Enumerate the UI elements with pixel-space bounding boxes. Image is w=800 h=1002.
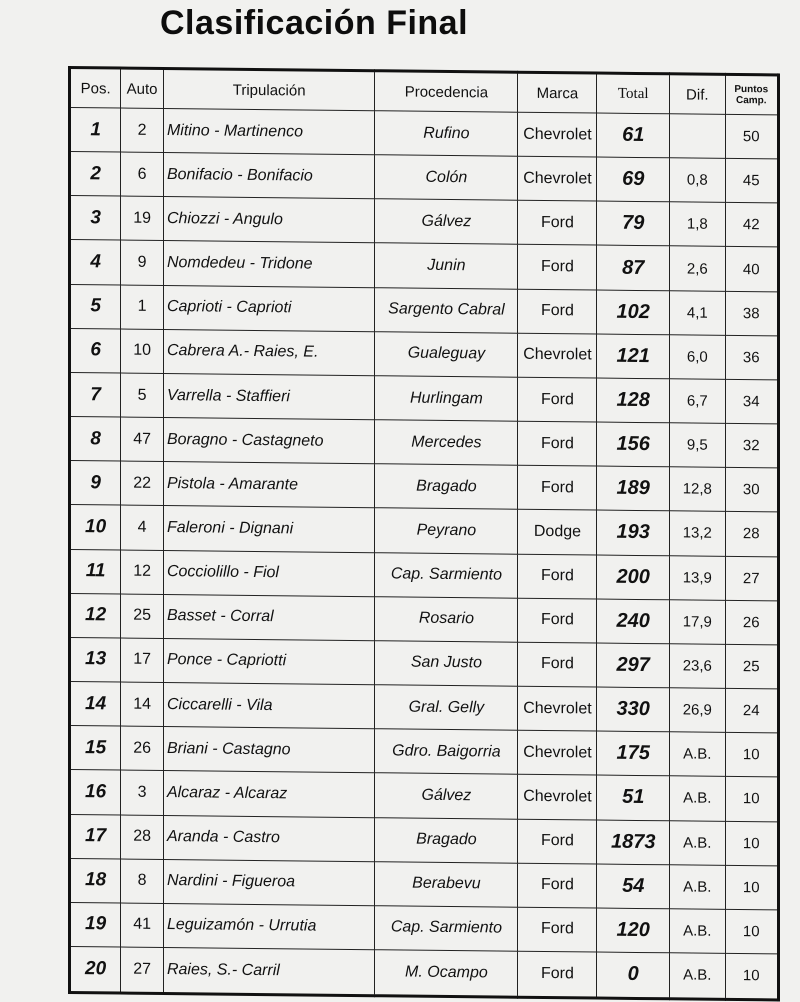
cell-pos: 4 <box>70 240 121 285</box>
cell-crew: Cabrera A.- Raies, E. <box>163 329 374 375</box>
cell-origin: San Justo <box>375 641 518 687</box>
cell-diff: 9,5 <box>670 423 726 468</box>
cell-auto: 4 <box>121 505 164 550</box>
cell-total: 54 <box>597 864 670 909</box>
cell-diff: 4,1 <box>670 290 726 335</box>
cell-crew: Boragno - Castagneto <box>163 418 374 464</box>
table-row <box>70 417 779 469</box>
cell-diff: 23,6 <box>670 644 726 689</box>
table-row <box>70 240 779 292</box>
cell-total: 0 <box>597 952 670 999</box>
cell-origin: Rosario <box>375 596 518 642</box>
cell-total: 1873 <box>597 820 670 865</box>
cell-auto: 5 <box>121 373 164 418</box>
cell-crew: Alcaraz - Alcaraz <box>163 771 374 817</box>
results-table-container <box>68 66 780 1001</box>
table-row <box>70 108 779 160</box>
cell-points: 36 <box>725 335 778 380</box>
cell-pos: 2 <box>70 152 121 197</box>
cell-auto: 14 <box>121 682 164 727</box>
cell-points: 28 <box>725 512 778 557</box>
cell-make: Ford <box>518 951 597 998</box>
cell-origin: M. Ocampo <box>375 950 518 998</box>
cell-pos: 3 <box>70 196 121 241</box>
table-row <box>70 682 779 734</box>
cell-make: Chevrolet <box>518 333 597 378</box>
cell-crew: Pistola - Amarante <box>163 462 374 508</box>
cell-diff: A.B. <box>670 732 726 777</box>
cell-crew: Ciccarelli - Vila <box>163 683 374 729</box>
cell-pos: 13 <box>70 637 121 682</box>
cell-origin: Sargento Cabral <box>375 287 518 333</box>
cell-crew: Briani - Castagno <box>163 727 374 773</box>
cell-pos: 11 <box>70 549 121 594</box>
cell-origin: Gualeguay <box>375 331 518 377</box>
cell-pos: 16 <box>70 770 121 815</box>
cell-origin: Bragado <box>375 464 518 510</box>
cell-pos: 5 <box>70 284 121 329</box>
table-row <box>70 593 779 645</box>
table-row <box>70 284 779 336</box>
cell-auto: 26 <box>121 726 164 771</box>
cell-diff: A.B. <box>670 953 726 1000</box>
cell-total: 297 <box>597 643 670 688</box>
col-header-crew: Tripulación <box>163 68 374 110</box>
col-header-origin: Procedencia <box>375 71 518 112</box>
table-row <box>70 505 779 557</box>
cell-diff: A.B. <box>670 864 726 909</box>
cell-auto: 3 <box>121 770 164 815</box>
cell-make: Ford <box>518 863 597 908</box>
cell-pos: 17 <box>70 814 121 859</box>
cell-points: 34 <box>725 379 778 424</box>
table-row <box>70 770 779 822</box>
cell-points: 26 <box>725 600 778 645</box>
cell-crew: Nomdedeu - Tridone <box>163 241 374 287</box>
table-row <box>70 328 779 380</box>
cell-points: 24 <box>725 688 778 733</box>
cell-make: Ford <box>518 642 597 687</box>
cell-diff: A.B. <box>670 909 726 954</box>
cell-pos: 7 <box>70 372 121 417</box>
table-row <box>70 637 779 689</box>
cell-origin: Junin <box>375 243 518 289</box>
cell-auto: 25 <box>121 594 164 639</box>
cell-origin: Cap. Sarmiento <box>375 906 518 952</box>
col-header-points: Puntos Camp. <box>725 74 778 115</box>
cell-diff: 17,9 <box>670 600 726 645</box>
cell-auto: 9 <box>121 241 164 286</box>
cell-make: Chevrolet <box>518 730 597 775</box>
table-row <box>70 858 779 910</box>
cell-make: Ford <box>518 907 597 952</box>
cell-crew: Bonifacio - Bonifacio <box>163 153 374 199</box>
table-row <box>70 726 779 778</box>
cell-make: Ford <box>518 421 597 466</box>
cell-total: 121 <box>597 334 670 379</box>
cell-make: Chevrolet <box>518 112 597 157</box>
cell-crew: Leguizamón - Urrutia <box>163 903 374 949</box>
cell-make: Dodge <box>518 510 597 555</box>
cell-crew: Mitino - Martinenco <box>163 108 374 154</box>
cell-total: 51 <box>597 775 670 820</box>
table-row <box>70 461 779 513</box>
col-header-diff: Dif. <box>670 74 726 115</box>
cell-diff: 0,8 <box>670 158 726 203</box>
cell-diff: 26,9 <box>670 688 726 733</box>
table-row <box>70 814 779 866</box>
cell-total: 87 <box>597 246 670 291</box>
cell-crew: Varrella - Staffieri <box>163 373 374 419</box>
cell-origin: Gálvez <box>375 199 518 245</box>
cell-origin: Gálvez <box>375 773 518 819</box>
cell-pos: 18 <box>70 858 121 903</box>
cell-origin: Colón <box>375 155 518 201</box>
cell-points: 10 <box>725 733 778 778</box>
table-row <box>70 152 779 204</box>
table-row <box>70 549 779 601</box>
cell-crew: Chiozzi - Angulo <box>163 197 374 243</box>
cell-total: 128 <box>597 378 670 423</box>
cell-auto: 28 <box>121 815 164 860</box>
table-row <box>70 946 779 999</box>
table-row <box>70 196 779 248</box>
cell-points: 10 <box>725 953 778 1000</box>
cell-origin: Hurlingam <box>375 376 518 422</box>
cell-pos: 6 <box>70 328 121 373</box>
cell-diff: 1,8 <box>670 202 726 247</box>
cell-auto: 19 <box>121 196 164 241</box>
cell-crew: Caprioti - Caprioti <box>163 285 374 331</box>
cell-crew: Faleroni - Dignani <box>163 506 374 552</box>
cell-points: 10 <box>725 821 778 866</box>
cell-points: 10 <box>725 909 778 954</box>
cell-diff: 6,0 <box>670 335 726 380</box>
cell-total: 156 <box>597 422 670 467</box>
cell-points: 27 <box>725 556 778 601</box>
cell-auto: 10 <box>121 329 164 374</box>
col-header-make: Marca <box>518 72 597 113</box>
cell-origin: Rufino <box>375 111 518 157</box>
cell-points: 42 <box>725 203 778 248</box>
cell-diff: 2,6 <box>670 246 726 291</box>
cell-make: Chevrolet <box>518 775 597 820</box>
cell-points: 10 <box>725 777 778 822</box>
col-header-total: Total <box>597 73 670 114</box>
cell-pos: 10 <box>70 505 121 550</box>
cell-crew: Aranda - Castro <box>163 815 374 861</box>
cell-pos: 8 <box>70 417 121 462</box>
cell-auto: 2 <box>121 108 164 153</box>
table-row <box>70 372 779 424</box>
cell-points: 40 <box>725 247 778 292</box>
cell-make: Ford <box>518 819 597 864</box>
cell-pos: 12 <box>70 593 121 638</box>
cell-diff: 12,8 <box>670 467 726 512</box>
cell-pos: 20 <box>70 946 121 993</box>
cell-auto: 27 <box>121 947 164 993</box>
cell-pos: 9 <box>70 461 121 506</box>
cell-origin: Peyrano <box>375 508 518 554</box>
cell-make: Ford <box>518 465 597 510</box>
cell-total: 330 <box>597 687 670 732</box>
cell-pos: 14 <box>70 682 121 727</box>
cell-origin: Mercedes <box>375 420 518 466</box>
col-header-auto: Auto <box>121 68 164 108</box>
page-title: Clasificación Final <box>160 4 469 42</box>
cell-auto: 8 <box>121 859 164 904</box>
cell-total: 102 <box>597 290 670 335</box>
cell-points: 25 <box>725 644 778 689</box>
cell-auto: 22 <box>121 461 164 506</box>
cell-make: Ford <box>518 377 597 422</box>
cell-total: 61 <box>597 113 670 158</box>
cell-points: 45 <box>725 159 778 204</box>
cell-crew: Cocciolillo - Fiol <box>163 550 374 596</box>
cell-points: 50 <box>725 114 778 159</box>
cell-diff: A.B. <box>670 776 726 821</box>
cell-make: Chevrolet <box>518 686 597 731</box>
cell-make: Ford <box>518 554 597 599</box>
cell-origin: Cap. Sarmiento <box>375 552 518 598</box>
cell-crew: Raies, S.- Carril <box>163 947 374 995</box>
cell-auto: 1 <box>121 285 164 330</box>
cell-diff: 6,7 <box>670 379 726 424</box>
cell-pos: 1 <box>70 108 121 153</box>
cell-total: 200 <box>597 555 670 600</box>
cell-points: 30 <box>725 468 778 513</box>
table-row <box>70 902 779 954</box>
cell-make: Ford <box>518 245 597 290</box>
cell-auto: 41 <box>121 903 164 948</box>
cell-total: 240 <box>597 599 670 644</box>
cell-origin: Bragado <box>375 817 518 863</box>
cell-origin: Gdro. Baigorria <box>375 729 518 775</box>
cell-diff: 13,9 <box>670 555 726 600</box>
cell-total: 79 <box>597 201 670 246</box>
cell-points: 32 <box>725 423 778 468</box>
cell-auto: 47 <box>121 417 164 462</box>
cell-pos: 19 <box>70 902 121 947</box>
cell-make: Ford <box>518 289 597 334</box>
cell-total: 69 <box>597 157 670 202</box>
cell-total: 175 <box>597 731 670 776</box>
cell-diff <box>670 114 726 159</box>
cell-origin: Berabevu <box>375 861 518 907</box>
cell-diff: A.B. <box>670 820 726 865</box>
cell-total: 189 <box>597 466 670 511</box>
cell-crew: Ponce - Capriotti <box>163 638 374 684</box>
cell-auto: 12 <box>121 550 164 595</box>
cell-crew: Nardini - Figueroa <box>163 859 374 905</box>
cell-auto: 6 <box>121 152 164 197</box>
cell-crew: Basset - Corral <box>163 594 374 640</box>
cell-origin: Gral. Gelly <box>375 685 518 731</box>
cell-points: 10 <box>725 865 778 910</box>
cell-diff: 13,2 <box>670 511 726 556</box>
cell-make: Chevrolet <box>518 156 597 201</box>
cell-total: 193 <box>597 510 670 555</box>
results-table <box>68 66 780 1001</box>
cell-pos: 15 <box>70 726 121 771</box>
cell-points: 38 <box>725 291 778 336</box>
cell-make: Ford <box>518 201 597 246</box>
cell-make: Ford <box>518 598 597 643</box>
cell-auto: 17 <box>121 638 164 683</box>
cell-total: 120 <box>597 908 670 953</box>
col-header-pos: Pos. <box>70 68 121 109</box>
